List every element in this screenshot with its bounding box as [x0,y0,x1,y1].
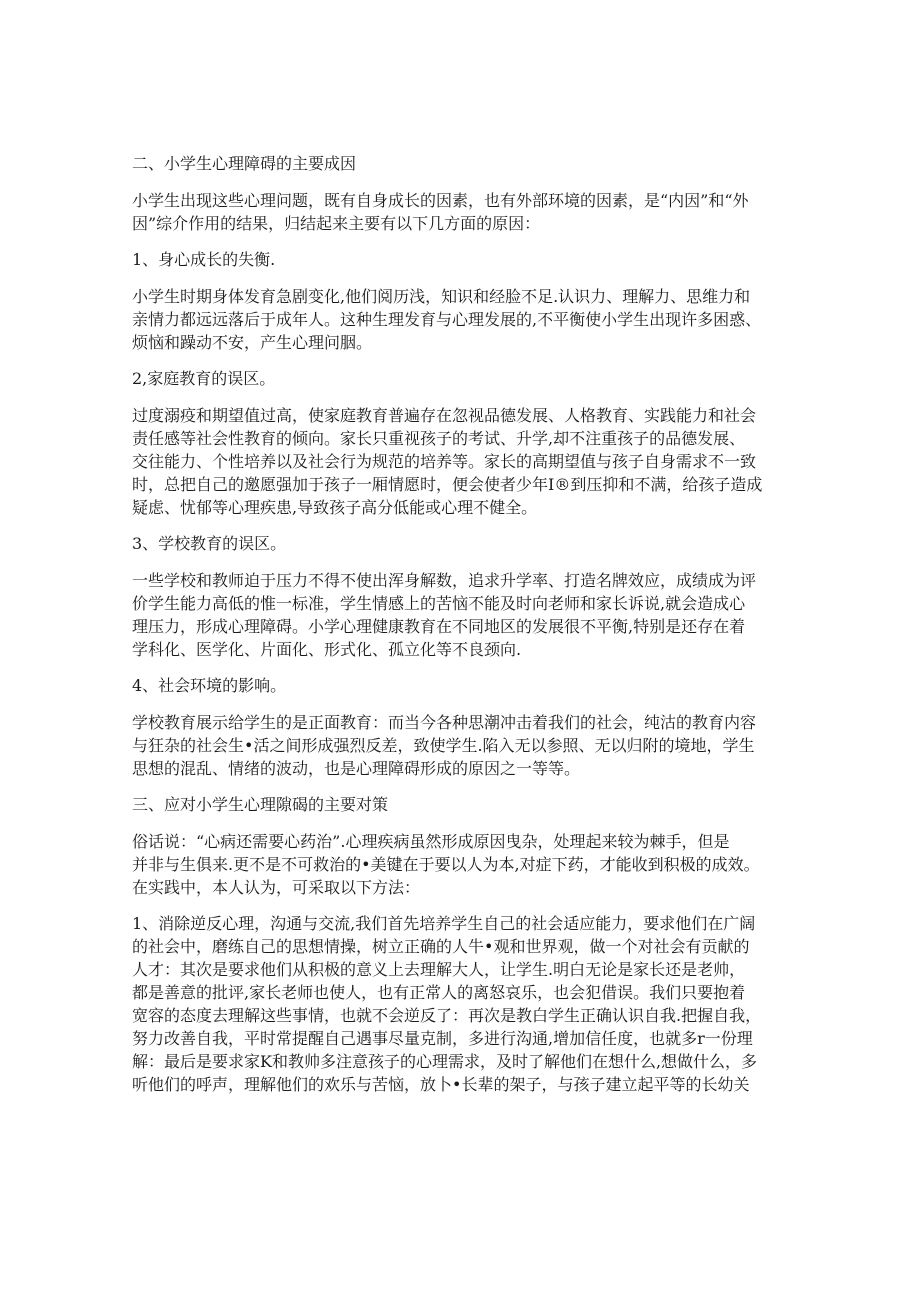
text-line: 3、学校教育的误区。 [132,534,287,553]
section-heading [132,674,806,697]
text-line: 并非与生俱来.更不是不可救治的•美键在于要以人为本,对症下药，才能收到积极的成效。 [132,855,760,874]
text-line: 学科化、医学化、片面化、形式化、孤立化等不良颈向. [132,640,522,659]
text-line: 学校教育展示给学生的是正面教育：而当今各种思潮冲击着我们的社会，纯沽的教育内容 [132,713,757,732]
text-line: 1、身心成长的失衡. [132,250,276,269]
text-line: 人才：其次是要求他们从积极的意义上去理解大人，让学生.明白无论是家长还是老帅， [132,960,746,979]
text-line: 价学生能力高低的惟一标准，学生情感上的苦恼不能及时向老师和家长诉说,就会造成心 [132,594,746,613]
section-heading [132,793,806,816]
text-line: 1、消除逆反心理，沟通与交流,我们首先培养学生自己的社会适应能力，要求他们在广阔 [132,914,756,933]
body-paragraph [132,711,806,780]
section-heading [132,152,806,175]
text-line: 亲情力都远远落后于成年人。这种生理发育与心理发展的,不平衡使小学生出现许多困惑、 [132,310,762,329]
text-line: 小学生时期身体发育急剧变化,他们阅历浅，知识和经脸不足.认识力、理解力、思维力和 [132,287,751,306]
document-page [132,152,806,1109]
text-line: 听他们的呼声，理解他们的欢乐与苦恼，放卜•长辈的架子，与孩子建立起平等的长幼关 [132,1075,750,1094]
body-paragraph [132,285,806,354]
text-line: 小学生出现这些心理问题，既有自身成长的因素，也有外部环境的因素，是“内因”和“外 [132,191,749,210]
text-line: 4、社会环境的影响。 [132,676,287,695]
text-line: 二、小学生心理障碍的主要成因 [132,154,357,173]
text-line: 交往能力、个性培养以及社会行为规范的培养等。家长的高期望值与孩子自身需求不一致 [132,452,757,471]
text-line: 理压力，形成心理障碍。小学心理健康教育在不同地区的发展很不平衡,特别是还存在着 [132,617,746,636]
text-line: 努力改善自我，平时常提醒自己遇事尽量克制，多进行沟通,增加信任度，也就多r一份理 [132,1029,753,1048]
section-heading [132,248,806,271]
text-line: 一些学校和教师迫于压力不得不使出浑身解数，追求升学率、打造名牌效应，成绩成为评 [132,571,757,590]
text-line: 在实践中，本人认为，可采取以下方法： [132,878,421,897]
section-heading [132,532,806,555]
text-line: 思想的混乱、情绪的波动，也是心理障碍形成的原因之一等等。 [132,759,581,778]
body-paragraph [132,404,806,519]
text-line: 时，总把自己的邀愿强加于孩子一厢情愿时，便会使者少年I®到压抑和不满，给孩子造成 [132,475,763,494]
body-paragraph [132,189,806,235]
text-line: 过度溺疫和期望值过高，使家庭教育普遍存在忽视品德发展、人格教育、实践能力和社会 [132,406,757,425]
text-line: 三、应对小学生心理隙碣的主要对策 [132,795,389,814]
body-paragraph [132,830,806,899]
text-line: 责任感等社会性教育的倾向。家长只重视孩子的考试、升学,却不注重孩子的品德发展、 [132,429,746,448]
text-line: 疑虑、忧郁等心理疾患,导致孩子高分低能或心理不健全。 [132,498,538,517]
text-line: 2,家庭教育的误区。 [132,369,276,388]
text-line: 因”综介作用的结果，归结起来主要有以下几方面的原因： [132,214,541,233]
text-line: 的社会中，磨练自己的思想情操，树立正确的人牛•观和世界观，做一个对社会有贡献的 [132,937,750,956]
body-paragraph [132,569,806,661]
text-line: 烦恼和躁动不安，产生心理问胭。 [132,333,373,352]
text-line: 解：最后是要求家K和教帅多注意孩子的心理需求，及时了解他们在想什么,想做什么，多 [132,1052,758,1071]
text-line: 与狂杂的社会生•活之间形成强烈反差，致使学生.陷入无以参照、无以归附的境地，学生 [132,736,755,755]
text-line: 俗话说：“心病还需要心药治”.心理疾病虽然形成原因曳杂，处理起来较为棘手，但是 [132,832,730,851]
body-paragraph [132,912,806,1096]
text-line: 都是善意的批评,家长老师也使人，也有正常人的离怒哀乐，也会犯借误。我们只要抱着 [132,983,746,1002]
text-line: 宽容的态度去理解这些事情，也就不会逆反了：再次是教白学生正确认识自我.把握自我， [132,1006,762,1025]
section-heading [132,367,806,390]
